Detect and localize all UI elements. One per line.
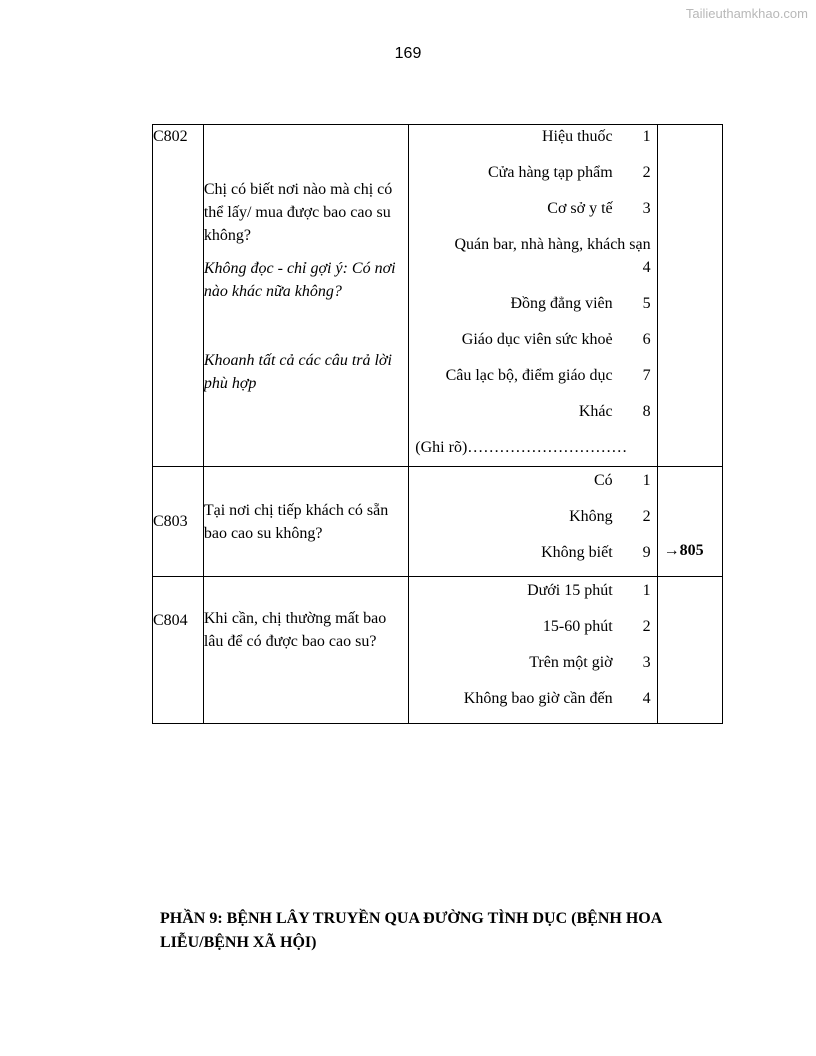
- answer-options: [409, 125, 657, 467]
- question-code: C802: [153, 125, 204, 467]
- skip-cell: [657, 577, 722, 724]
- answer-option: [409, 364, 656, 400]
- section-title: PHẦN 9: BỆNH LÂY TRUYỀN QUA ĐƯỜNG TÌNH DỤC (BỆNH HOA LIỄU/BỆNH XÃ HỘI): [160, 910, 662, 951]
- answer-label: Dưới 15 phút: [527, 582, 613, 599]
- answer-code: 2: [642, 508, 651, 525]
- question-text: Chị có biết nơi nào mà chị có thể lấy/ mua được bao cao su không?: [203, 181, 393, 244]
- question-text: Khi cần, chị thường mất bao lâu để có được bao cao su?: [203, 610, 387, 650]
- answer-label: Hiệu thuốc: [541, 128, 613, 145]
- answer-code: 2: [642, 618, 651, 635]
- answer-label: Cơ sở y tế: [547, 200, 613, 217]
- answer-option: [409, 541, 656, 576]
- answer-label: Có: [593, 472, 613, 489]
- answer-label: Không biết: [541, 544, 613, 561]
- questionnaire-table: [152, 124, 723, 724]
- answer-options: [409, 577, 657, 724]
- answer-code: 2: [642, 164, 651, 181]
- answer-options: [409, 467, 657, 577]
- question-row-c803: [153, 467, 723, 577]
- answer-code: 1: [642, 128, 651, 145]
- answer-option: [409, 125, 656, 161]
- answer-label: 15-60 phút: [542, 618, 613, 635]
- answer-code: 9: [642, 544, 651, 561]
- skip-cell: [657, 467, 722, 577]
- question-cell: [203, 577, 408, 724]
- answer-option: [409, 233, 656, 292]
- interviewer-note: Không đọc - chỉ gợi ý: Có nơi nào khác nữa không?: [203, 260, 396, 300]
- watermark: Tailieuthamkhao.com: [685, 6, 808, 21]
- answer-label: Không: [569, 508, 613, 525]
- answer-option: [409, 651, 656, 687]
- answer-label: Cửa hàng tạp phẩm: [488, 164, 613, 181]
- answer-option: [409, 615, 656, 651]
- answer-code: 3: [642, 200, 651, 217]
- answer-code: 5: [642, 295, 651, 312]
- question-code: C804: [153, 577, 204, 724]
- answer-code: 6: [642, 331, 651, 348]
- answer-option: [409, 328, 656, 364]
- answer-option: [409, 292, 656, 328]
- answer-code: 1: [642, 472, 651, 489]
- skip-cell: [657, 125, 722, 467]
- answer-label: Giáo dục viên sức khoẻ: [461, 331, 613, 348]
- answer-code: 1: [642, 582, 651, 599]
- question-cell: [203, 467, 408, 577]
- answer-code: 8: [642, 403, 651, 420]
- answer-code: 4: [642, 259, 651, 276]
- answer-option: [409, 687, 656, 723]
- answer-option: [409, 161, 656, 197]
- answer-option: [409, 505, 656, 541]
- question-row-c802: [153, 125, 723, 467]
- answer-option: [409, 400, 656, 436]
- answer-code: 3: [642, 654, 651, 671]
- answer-label: Khác: [578, 403, 613, 420]
- question-text: Tại nơi chị tiếp khách có sẵn bao cao su không?: [203, 501, 389, 542]
- answer-option: [409, 197, 656, 233]
- answer-label: Đồng đẳng viên: [510, 295, 613, 312]
- interviewer-note: Khoanh tất cả các câu trả lời phù hợp: [203, 352, 392, 392]
- answer-option: [409, 579, 656, 615]
- question-cell: [203, 125, 408, 467]
- question-row-c804: [153, 577, 723, 724]
- answer-label: Quán bar, nhà hàng, khách sạn: [454, 236, 651, 253]
- other-specify-line: (Ghi rõ)…………………………: [415, 439, 628, 456]
- answer-label: Câu lạc bộ, điểm giáo dục: [445, 367, 613, 384]
- skip-instruction: →805: [663, 542, 704, 559]
- question-code: C803: [153, 467, 204, 577]
- answer-label: Không bao giờ cần đến: [463, 690, 613, 707]
- answer-code: 4: [642, 690, 651, 707]
- answer-option: [409, 469, 656, 505]
- page-number: 169: [394, 45, 422, 62]
- answer-label: Trên một giờ: [529, 654, 613, 671]
- answer-code: 7: [642, 367, 651, 384]
